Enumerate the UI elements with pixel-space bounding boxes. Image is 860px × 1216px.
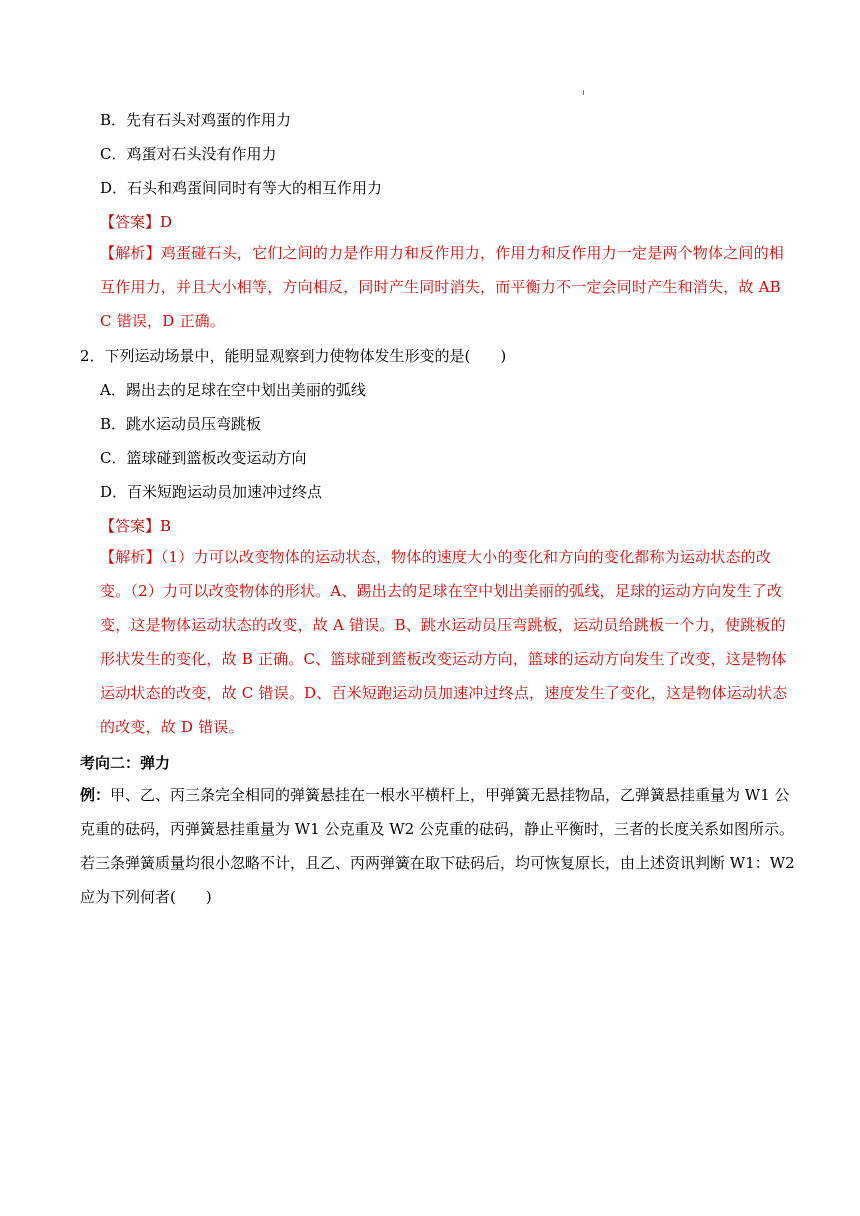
q2-answer: 【答案】B — [100, 517, 172, 535]
q1-option-c: C．鸡蛋对石头没有作用力 — [100, 145, 277, 163]
q2-analysis-line: 运动状态的改变，故 C 错误。D、百米短跑运动员加速冲过终点，速度发生了变化，这是物体运动状态 — [100, 684, 788, 702]
q2-analysis-line: 变，这是物体运动状态的改变，故 A 错误。B、跳水运动员压弯跳板，运动员给跳板一个力，使跳板的 — [100, 616, 786, 634]
example-text: 甲、乙、丙三条完全相同的弹簧悬挂在一根水平横杆上，甲弹簧无悬挂物品，乙弹簧悬挂重量为 W1 公 — [110, 786, 790, 804]
q2-analysis-line: 的改变，故 D 错误。 — [100, 718, 244, 736]
example-paragraph — [80, 778, 800, 914]
q2-option-c: C．篮球碰到篮板改变运动方向 — [100, 449, 307, 467]
section-title: 考向二：弹力 — [80, 754, 171, 772]
q2-analysis-line: 变。（2）力可以改变物体的形状。A、踢出去的足球在空中划出美丽的弧线，足球的运动方向发生了改 — [100, 582, 783, 600]
q1-option-b: B．先有石头对鸡蛋的作用力 — [100, 111, 292, 129]
example-line-3: 若三条弹簧质量均很小忽略不计，且乙、丙两弹簧在取下砝码后，均可恢复原长，由上述资讯判断 W1：W2 — [80, 854, 795, 872]
q2-option-a: A．踢出去的足球在空中划出美丽的弧线 — [100, 381, 366, 399]
example-label: 例： — [80, 786, 111, 804]
q1-analysis-line: C 错误，D 正确。 — [100, 312, 226, 330]
q2-option-d: D．百米短跑运动员加速冲过终点 — [100, 483, 323, 501]
q2-option-b: B．跳水运动员压弯跳板 — [100, 415, 262, 433]
page-tick-mark — [583, 90, 584, 95]
q2-analysis — [100, 540, 790, 744]
q2-analysis-line: 形状发生的变化，故 B 正确。C、篮球碰到篮板改变运动方向，篮球的运动方向发生了改变，这是物体 — [100, 650, 787, 668]
q1-option-d: D．石头和鸡蛋间同时有等大的相互作用力 — [100, 179, 383, 197]
q1-analysis — [100, 236, 790, 338]
example-line-2: 克重的砝码，丙弹簧悬挂重量为 W1 公克重及 W2 公克重的砝码，静止平衡时，三者的长度关系如图所示。 — [80, 820, 794, 838]
q1-answer: 【答案】D — [100, 213, 173, 231]
q1-analysis-line: 互作用力，并且大小相等，方向相反，同时产生同时消失，而平衡力不一定会同时产生和消失，故 AB — [100, 278, 781, 296]
q1-analysis-line: 【解析】鸡蛋碰石头，它们之间的力是作用力和反作用力，作用力和反作用力一定是两个物体之间的相 — [100, 244, 785, 262]
q2-stem: 2．下列运动场景中，能明显观察到力使物体发生形变的是( ) — [80, 347, 507, 365]
example-line-1 — [80, 778, 800, 812]
q2-analysis-line: 【解析】（1）力可以改变物体的运动状态，物体的速度大小的变化和方向的变化都称为运动状态的改 — [100, 548, 772, 566]
example-line-4: 应为下列何者( ) — [80, 888, 212, 906]
